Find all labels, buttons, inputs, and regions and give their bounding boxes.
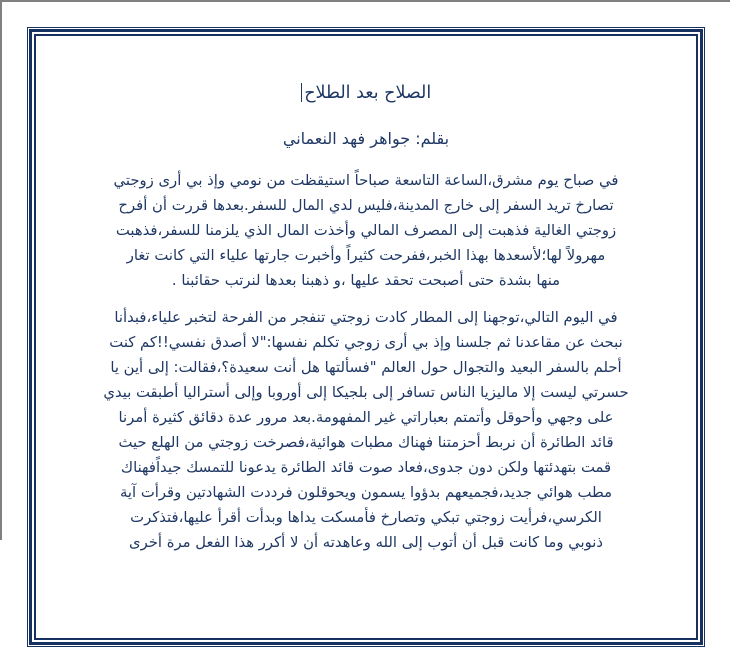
page-edge-top [0,0,730,2]
text-line[interactable]: مهرولاً لها؛لأسعدها بهذا الخبر،ففرحت كثيراً وأخبرت جارتها علياء التي كانت تغار [126,247,606,264]
text-line[interactable]: قمت بتهدئتها ولكن دون جدوى،فعاد صوت قائد الطائرة يدعونا للتمسك جيداًفهناك [120,459,612,476]
page-edge-left [0,0,2,540]
paragraph-2 [42,305,690,555]
text-line[interactable]: حسرتي ليست إلا ماليزيا الناس تسافر إلى بلجيكا إلى أوروبا وإلى أستراليا أطبقت بيدي [103,384,629,401]
text-line[interactable]: تصارخ تريد السفر إلى خارج المدينة،فليس لدي المال للسفر.بعدها قررت أن أفرح [118,197,614,214]
document-title[interactable] [42,80,690,106]
text-line[interactable]: على وجهي وأحوقل وأتمتم بعباراتي غير المفهومة.بعد مرور عدة دقائق كثيرة أمرنا [118,409,614,426]
decorative-border-middle [29,29,703,645]
text-line[interactable]: الكرسي،فرأيت زوجتي تبكي وتصارخ فأمسكت يداها وبدأت أقرأ عليها،فتذكرت [130,509,602,526]
text-line[interactable]: قائد الطائرة أن نربط أحزمتنا فهناك مطبات هوائية،فصرخت زوجتي من الهلع حيث [118,434,614,451]
text-line[interactable]: منها بشدة حتى أصبحت تحقد عليها ،و ذهبنا بعدها لنرتب حقائبنا . [171,272,561,289]
decorative-border-outer [27,27,705,647]
document-content-area[interactable] [34,34,698,640]
text-line[interactable]: زوجتي الغالية فذهبت إلى المصرف المالي وأخذت المال الذي يلزمنا للسفر،فذهبت [115,222,617,239]
text-line[interactable]: أحلم بالسفر البعيد والتجوال حول العالم "فسألتها هل أنت سعيدة؟،فقالت: إلى أين يا [110,359,622,376]
document-byline[interactable]: بقلم: جواهر فهد النعماني [282,129,450,148]
text-line[interactable]: ذنوبي وما كانت قبل أن أتوب إلى الله وعاهدته أن لا أكرر هذا الفعل مرة أخرى [128,534,604,551]
document-title-text: الصلاح بعد الطلاح [304,83,432,103]
paragraph-1 [42,168,690,293]
text-line[interactable]: في اليوم التالي،توجهنا إلى المطار كادت زوجتي تنفجر من الفرحة لتخبر علياء،فبدأنا [114,309,618,326]
text-line[interactable]: مطب هوائي جديد،فجميعهم بدؤوا يسمون ويحوقلون فرددت الشهادتين وقرأت آية [119,484,613,501]
text-line[interactable]: نبحث عن مقاعدنا ثم جلسنا وإذ بي أرى زوجي تكلم نفسها:"لا أصدق نفسي!!كم كنت [109,334,623,351]
text-line[interactable]: في صباح يوم مشرق،الساعة التاسعة صباحاً استيقظت من نومي وإذ بي أرى زوجتي [113,172,619,189]
text-cursor [301,83,303,102]
